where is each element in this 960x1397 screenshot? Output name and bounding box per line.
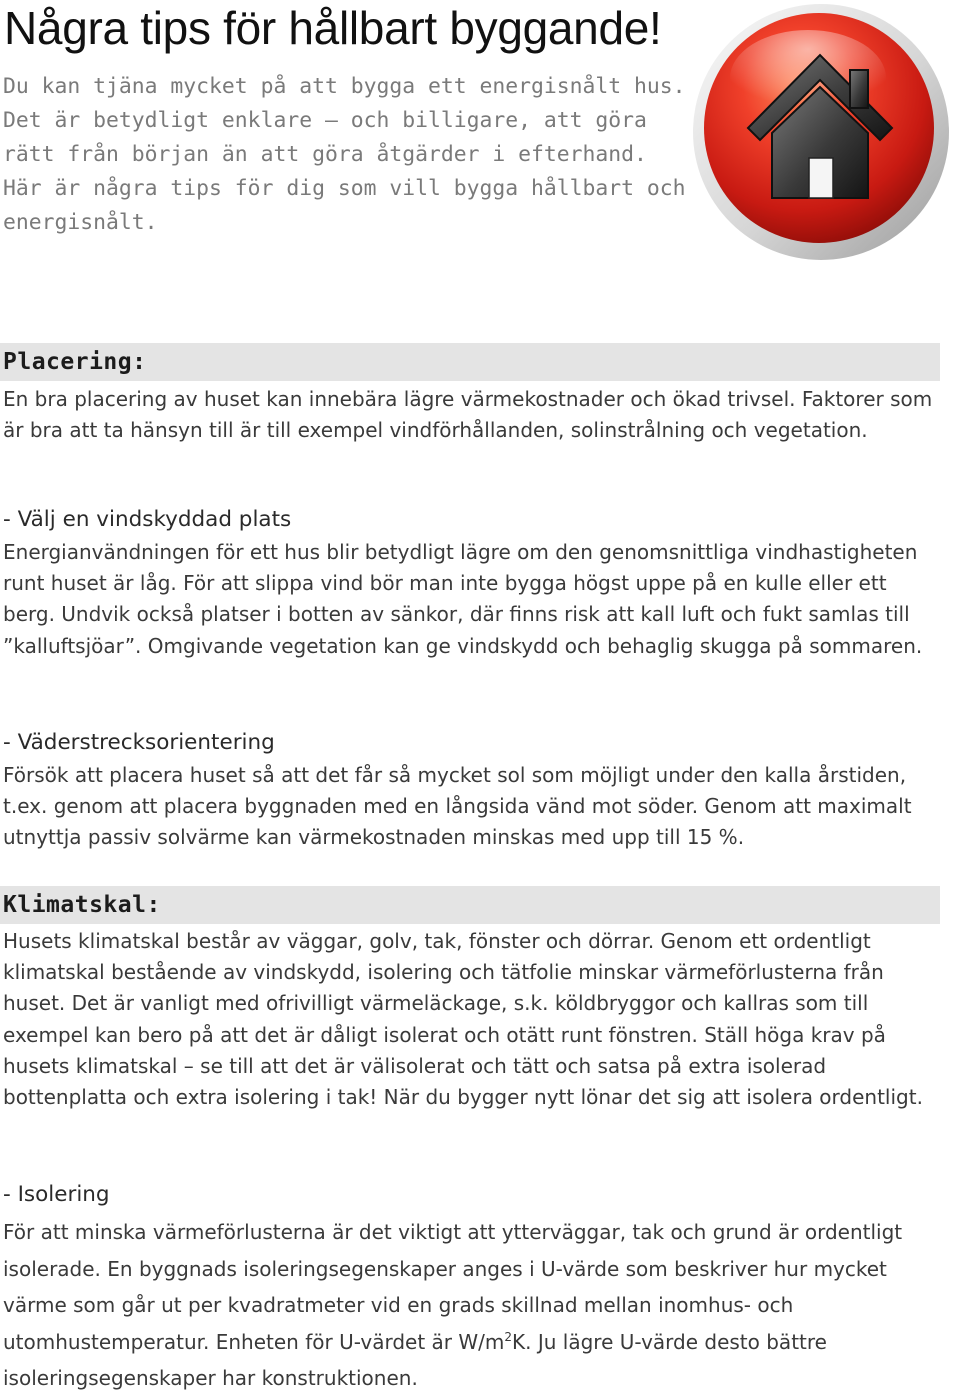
vindskydd-heading: - Välj en vindskyddad plats [3, 507, 292, 532]
placering-text: En bra placering av huset kan innebära lägre värmekostnader och ökad trivsel. Faktorer som är bra att ta hänsyn till är till exempel vindförhållanden, solinstrålning och vegetation. [3, 387, 933, 443]
orientering-heading: - Väderstrecksorientering [3, 730, 275, 755]
intro-text: Du kan tjäna mycket på att bygga ett energisnålt hus. Det är betydligt enklare – och billigare, att göra rätt från början än att göra åtgärder i efterhand. Här är några tips för dig som vill bygga hållbart och energisnålt. [3, 74, 686, 235]
house-logo [690, 0, 952, 265]
isolering-text [3, 1214, 943, 1397]
orientering-text: Försök att placera huset så att det får så mycket sol som möjligt under den kalla årstiden, t.ex. genom att placera byggnaden med en långsida vänd mot söder. Genom att maximalt utnyttja passiv solvärme kan värmekostnaden minskas med upp till 15 %. [3, 763, 912, 850]
placering-heading: Placering: [3, 349, 147, 375]
page-title: Några tips för hållbart byggande! [4, 2, 662, 54]
isolering-heading: - Isolering [3, 1182, 110, 1207]
isolering-text-part2: K. Ju lägre U-värde desto bättre isoleringsegenskaper har konstruktionen. [3, 1329, 827, 1390]
klimatskal-text: Husets klimatskal består av väggar, golv, tak, fönster och dörrar. Genom ett ordentligt klimatskal bestående av vindskydd, isolering och tätfolie minskar värmeförlusterna från huset. Det är vanligt med ofrivilligt värmeläckage, s.k. köldbryggor och kallras som till exempel kan bero på att det är dåligt isolerat och otätt runt fönstren. Ställ höga krav på husets klimatskal – se till att det är välisolerat och tätt och satsa på extra isolerad bottenplatta och extra isolering i tak! När du bygger nytt lönar det sig att isolera ordentligt. [3, 929, 923, 1110]
isolering-text-part1: För att minska värmeförlusterna är det viktigt att ytterväggar, tak och grund är ordentligt isolerade. En byggnads isoleringsegenskaper anges i U-värde som beskriver hur mycket värme som går ut per kvadratmeter vid en grads skillnad mellan inomhus- och utomhustemperatur. Enheten för U-värdet är W/m [3, 1220, 903, 1354]
isolering-superscript: 2 [504, 1329, 513, 1344]
vindskydd-text: Energianvändningen för ett hus blir betydligt lägre om den genomsnittliga vindhastigheten runt huset är låg. För att slippa vind bör man inte bygga högst uppe på en kulle eller ett berg. Undvik också platser i botten av sänkor, där finns risk att kall luft och fukt samlas till ”kalluftsjöar”. Omgivande vegetation kan ge vindskydd och behaglig skugga på sommaren. [3, 540, 923, 658]
house-icon [690, 0, 952, 265]
klimatskal-heading: Klimatskal: [3, 892, 161, 918]
